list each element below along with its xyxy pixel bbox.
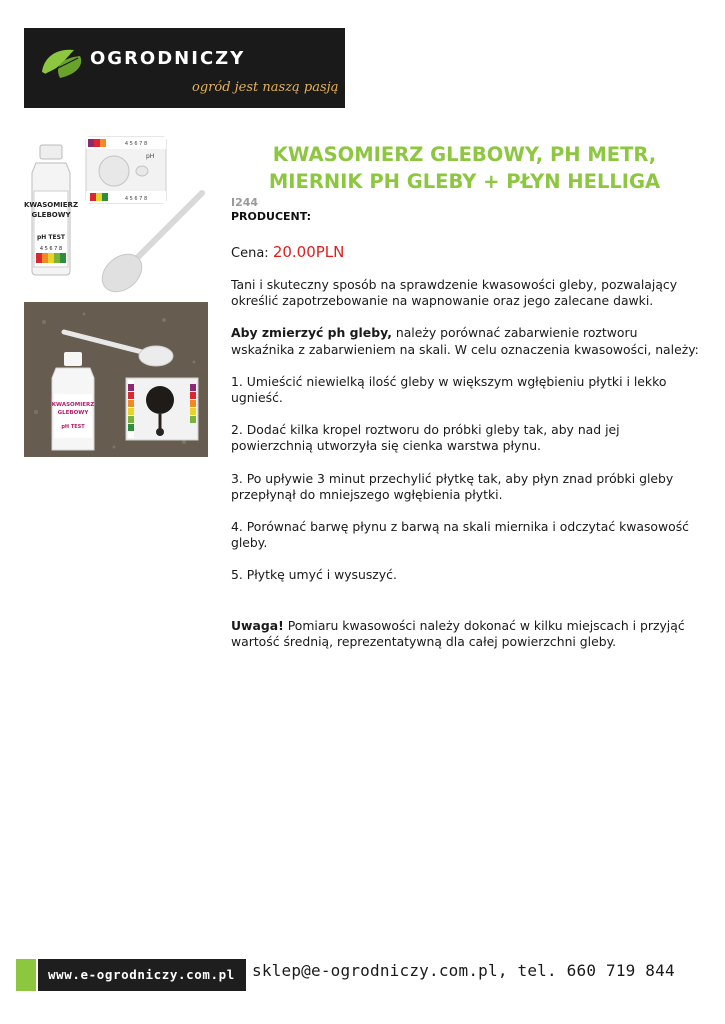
step-1: 1. Umieścić niewielką ilość gleby w większym wgłębieniu płytki i lekko ugnieść.: [231, 373, 667, 406]
footer-contact[interactable]: sklep@e-ogrodniczy.com.pl, tel. 660 719 844: [252, 961, 675, 980]
product-title-line2: MIERNIK PH GLEBY + PŁYN HELLIGA: [268, 170, 661, 193]
plate-digits-bottom: 4 5 6 7 8: [124, 196, 148, 202]
soil-bottle-label-line1: KWASOMIERZ: [51, 402, 95, 408]
product-title: [232, 141, 697, 195]
product-description: [231, 277, 701, 666]
logo-name: OGRODNICZY: [90, 48, 246, 69]
bottle-label-line1: KWASOMIERZ: [24, 201, 79, 209]
soil-bottle-label-line2: GLEBOWY: [57, 410, 89, 416]
plate-digits-top: 4 5 6 7 8: [124, 141, 148, 147]
leaf-logo-icon: [38, 42, 88, 82]
measure-rest: należy porównać zabarwienie roztworu wskaźnika z zabarwieniem na skali. W celu oznaczenia kwasowości, należy:: [231, 325, 699, 357]
logo-banner[interactable]: [24, 28, 345, 108]
product-photo-soil: [24, 302, 208, 457]
price-label: Cena:: [231, 246, 269, 261]
footer-website-link[interactable]: www.e-ogrodniczy.com.pl: [48, 967, 235, 982]
note-rest: Pomiaru kwasowości należy dokonać w kilku miejscach i przyjąć wartość średnią, reprezentatywną dla całej powierzchni gleby.: [231, 617, 685, 649]
logo-tagline: ogród jest naszą pasją: [192, 80, 339, 95]
description-intro: Tani i skuteczny sposób na sprawdzenie kwasowości gleby, pozwalający określić zapotrzebowanie na wapnowanie oraz jego zalecane dawki.: [231, 277, 678, 309]
footer-banner: [16, 955, 716, 993]
footer-website-box[interactable]: [38, 959, 246, 991]
plate-ph-label: pH: [146, 153, 155, 160]
bottle-label-line2: GLEBOWY: [31, 211, 71, 219]
bottle-scale-digits: 4 5 6 7 8: [39, 246, 63, 252]
product-title-line1: KWASOMIERZ GLEBOWY, PH METR,: [272, 143, 657, 166]
soil-bottle-label-line3: pH TEST: [61, 424, 85, 430]
product-sku: I244: [231, 196, 259, 209]
bottle-label-line3: pH TEST: [36, 234, 66, 241]
product-photo-kit: [24, 133, 208, 298]
description-note: [231, 618, 701, 650]
step-4: 4. Porównać barwę płynu z barwą na skali miernika i odczytać kwasowość gleby.: [231, 519, 689, 551]
measure-bold: Aby zmierzyć ph gleby,: [231, 325, 392, 341]
step-5: 5. Płytkę umyć i wysuszyć.: [231, 567, 397, 583]
price-value: 20.00PLN: [272, 243, 345, 261]
footer-accent-bar: [16, 959, 36, 991]
step-3: 3. Po upływie 3 minut przechylić płytkę tak, aby płyn znad próbki gleby przepłynął do mniejszego wgłębienia płytki.: [231, 470, 674, 502]
producer-label: PRODUCENT:: [231, 210, 312, 223]
note-bold: Uwaga!: [231, 617, 284, 633]
description-measure: [231, 325, 701, 357]
step-2: 2. Dodać kilka kropel roztworu do próbki gleby tak, aby nad jej powierzchnią utworzyła się cienka warstwa płynu.: [231, 422, 620, 454]
price-row: [231, 243, 344, 261]
